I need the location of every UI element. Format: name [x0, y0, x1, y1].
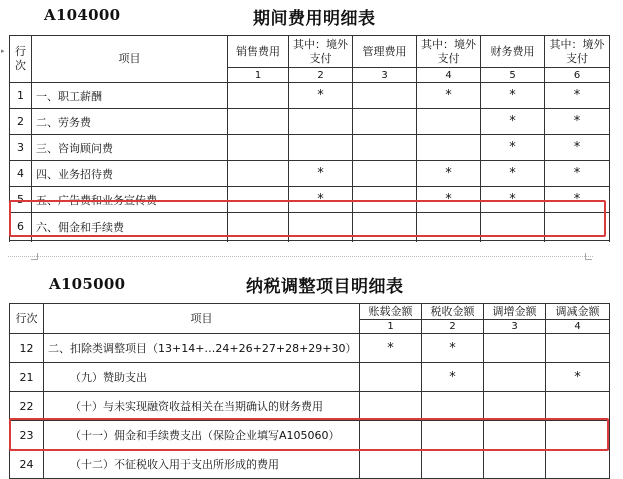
- row-cell: [353, 109, 417, 135]
- col-number: 2: [289, 68, 353, 83]
- header-tax-amount: 税收金额: [422, 304, 484, 320]
- row-number: 2: [10, 109, 32, 135]
- row-cell: *: [422, 334, 484, 363]
- col-number: 6: [545, 68, 610, 83]
- row-cell: *: [422, 363, 484, 392]
- divider: [8, 256, 593, 257]
- row-cell: [228, 187, 289, 213]
- row-cell: *: [417, 83, 481, 109]
- crop-mark: [31, 253, 38, 260]
- row-cell: [228, 109, 289, 135]
- table-row: [10, 135, 610, 161]
- row-cell: *: [360, 334, 422, 363]
- row-cell: [289, 109, 353, 135]
- row-cell: [484, 392, 546, 421]
- row-cell: [360, 363, 422, 392]
- expense-table: [9, 35, 610, 267]
- table-row: [10, 213, 610, 241]
- row-cell: [545, 213, 610, 241]
- row-number: 1: [10, 83, 32, 109]
- row-cell: [360, 421, 422, 450]
- crop-mark: [585, 253, 592, 260]
- row-number: 24: [10, 450, 44, 479]
- row-cell: [422, 450, 484, 479]
- header-admin: 管理费用: [353, 36, 417, 68]
- header-finance-overseas: 其中：境外支付: [545, 36, 610, 68]
- header-item: 项目: [32, 36, 228, 83]
- row-cell: [289, 135, 353, 161]
- row-cell: [360, 392, 422, 421]
- row-cell: *: [289, 187, 353, 213]
- col-number: 4: [546, 320, 610, 334]
- row-item: 三、咨询顾问费: [32, 135, 228, 161]
- row-item: （十一）佣金和手续费支出（保险企业填写A105060）: [44, 421, 360, 450]
- row-cell: [360, 450, 422, 479]
- col-number: 1: [360, 320, 422, 334]
- table-row: [10, 450, 610, 479]
- row-cell: [353, 187, 417, 213]
- row-item: 六、佣金和手续费: [32, 213, 228, 241]
- table-row: [10, 334, 610, 363]
- row-cell: *: [289, 161, 353, 187]
- tax-adjustment-panel: [0, 262, 623, 472]
- table-row: [10, 161, 610, 187]
- col-number: 3: [353, 68, 417, 83]
- form-title: 纳税调整项目明细表: [246, 277, 404, 297]
- row-item: 五、广告费和业务宣传费: [32, 187, 228, 213]
- header-decrease: 调减金额: [546, 304, 610, 320]
- row-cell: *: [289, 83, 353, 109]
- header-item: 项目: [44, 304, 360, 334]
- row-cell: [228, 135, 289, 161]
- header-sales: 销售费用: [228, 36, 289, 68]
- row-cell: [484, 334, 546, 363]
- col-number: 2: [422, 320, 484, 334]
- row-cell: [228, 161, 289, 187]
- row-cell: *: [546, 363, 610, 392]
- header-row-no: 行次: [10, 304, 44, 334]
- form-code: A105000: [49, 275, 126, 293]
- row-cell: *: [481, 187, 545, 213]
- row-number: 23: [10, 421, 44, 450]
- table-row: [10, 421, 610, 450]
- table-row: [10, 363, 610, 392]
- col-number: 1: [228, 68, 289, 83]
- row-cell: [228, 213, 289, 241]
- header-book-amount: 账载金额: [360, 304, 422, 320]
- row-item: （九）赞助支出: [44, 363, 360, 392]
- page-gap: [0, 242, 623, 262]
- row-number: 6: [10, 213, 32, 241]
- row-cell: [546, 450, 610, 479]
- row-item: 一、职工薪酬: [32, 83, 228, 109]
- row-cell: [228, 83, 289, 109]
- col-number: 3: [484, 320, 546, 334]
- row-item: 二、劳务费: [32, 109, 228, 135]
- row-cell: [417, 213, 481, 241]
- row-cell: [481, 213, 545, 241]
- row-cell: [422, 392, 484, 421]
- row-cell: [353, 83, 417, 109]
- row-cell: *: [481, 135, 545, 161]
- row-cell: [353, 161, 417, 187]
- row-item: 四、业务招待费: [32, 161, 228, 187]
- row-cell: *: [481, 109, 545, 135]
- col-number: 5: [481, 68, 545, 83]
- header-increase: 调增金额: [484, 304, 546, 320]
- form-code: A104000: [44, 6, 121, 24]
- form-title: 期间费用明细表: [253, 9, 376, 29]
- row-cell: [484, 421, 546, 450]
- table-row: [10, 109, 610, 135]
- row-cell: [289, 213, 353, 241]
- row-cell: [422, 421, 484, 450]
- row-number: 3: [10, 135, 32, 161]
- row-cell: [546, 421, 610, 450]
- row-cell: *: [545, 83, 610, 109]
- row-cell: [484, 363, 546, 392]
- table-row: [10, 187, 610, 213]
- col-number: 4: [417, 68, 481, 83]
- row-cell: [546, 334, 610, 363]
- row-item: 二、扣除类调整项目（13+14+…24+26+27+28+29+30）: [44, 334, 360, 363]
- row-item: （十二）不征税收入用于支出所形成的费用: [44, 450, 360, 479]
- row-cell: [484, 450, 546, 479]
- table-row: [10, 83, 610, 109]
- row-cell: *: [481, 161, 545, 187]
- row-cell: *: [545, 109, 610, 135]
- row-cell: *: [545, 135, 610, 161]
- row-cell: [353, 135, 417, 161]
- row-cell: *: [545, 187, 610, 213]
- row-number: 12: [10, 334, 44, 363]
- row-cell: *: [417, 161, 481, 187]
- table-row: [10, 392, 610, 421]
- header-row-no: 行次: [10, 36, 32, 83]
- row-item: （十）与未实现融资收益相关在当期确认的财务费用: [44, 392, 360, 421]
- margin-marker-icon: ▸: [1, 47, 5, 55]
- row-cell: *: [417, 187, 481, 213]
- row-cell: [417, 109, 481, 135]
- row-cell: *: [545, 161, 610, 187]
- row-cell: *: [481, 83, 545, 109]
- row-number: 4: [10, 161, 32, 187]
- row-number: 22: [10, 392, 44, 421]
- row-number: 5: [10, 187, 32, 213]
- row-cell: [546, 392, 610, 421]
- tax-adjustment-table: [9, 303, 610, 479]
- header-admin-overseas: 其中：境外支付: [417, 36, 481, 68]
- row-cell: [353, 213, 417, 241]
- row-cell: [417, 135, 481, 161]
- header-sales-overseas: 其中：境外支付: [289, 36, 353, 68]
- header-finance: 财务费用: [481, 36, 545, 68]
- row-number: 21: [10, 363, 44, 392]
